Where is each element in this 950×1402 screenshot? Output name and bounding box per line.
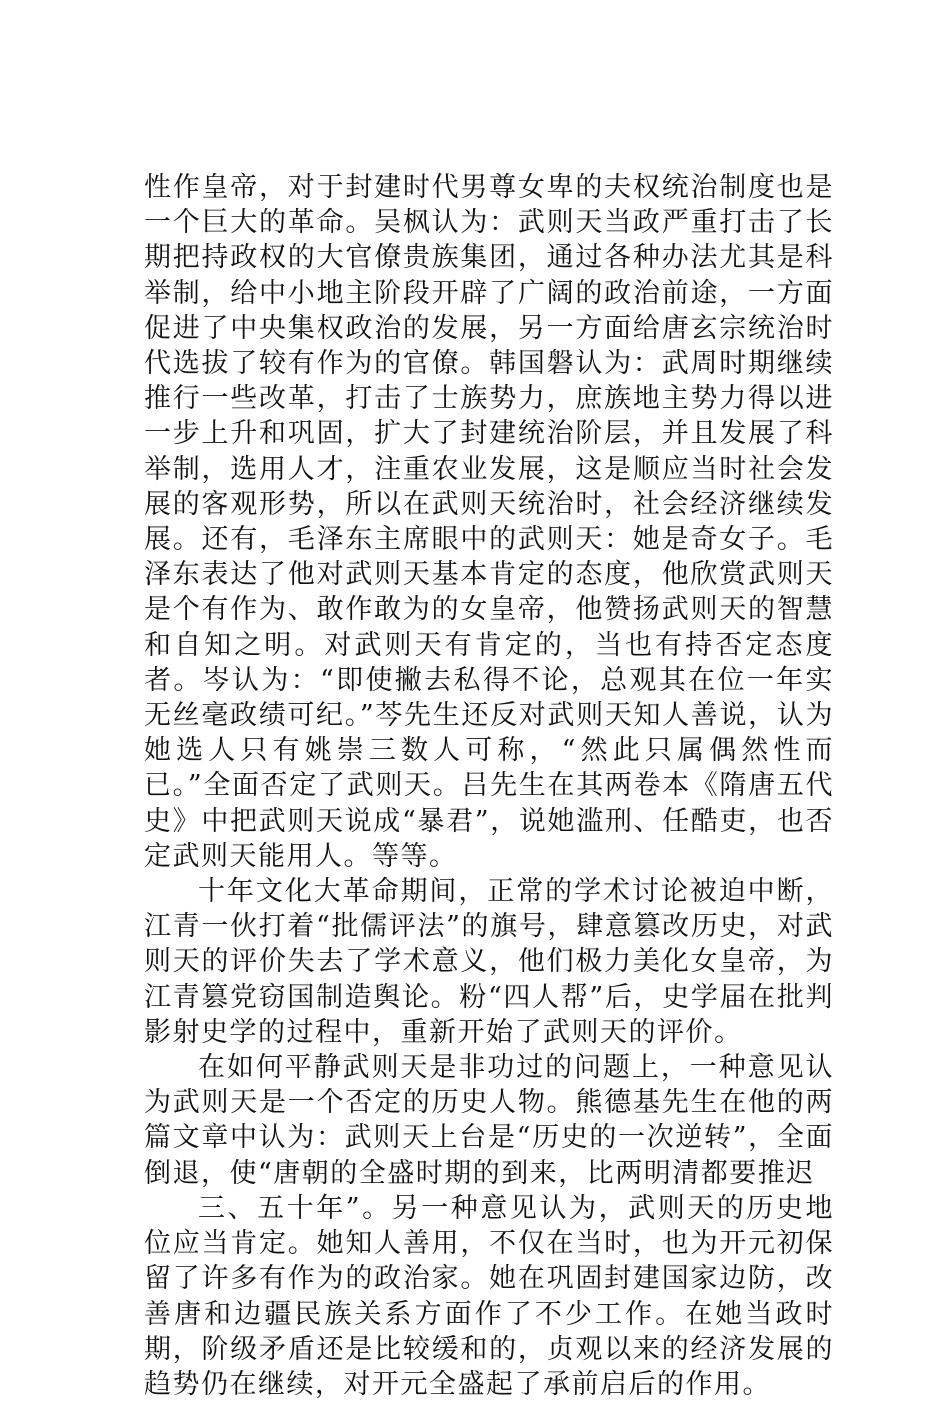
document-body bbox=[144, 170, 834, 1402]
paragraph-3: 在如何平静武则天是非功过的问题上，一种意见认为武则天是一个否定的历史人物。熊德基先生在他的两篇文章中认为：武则天上台是“历史的一次逆转”，全面倒退，使“唐朝的全盛时期的到来，比两明清都要推迟 bbox=[144, 1052, 834, 1189]
paragraph-2: 十年文化大革命期间，正常的学术讨论被迫中断，江青一伙打着“批儒评法”的旗号，肆意篡改历史，对武则天的评价失去了学术意义，他们极力美化女皇帝，为江青篡党窃国制造舆论。粉“四人帮”后，史学届在批判影射史学的过程中，重新开始了武则天的评价。 bbox=[144, 876, 834, 1048]
paragraph-1: 性作皇帝，对于封建时代男尊女卑的夫权统治制度也是一个巨大的革命。吴枫认为：武则天当政严重打击了长期把持政权的大官僚贵族集团，通过各种办法尤其是科举制，给中小地主阶段开辟了广阔的政治前途，一方面促进了中央集权政治的发展，另一方面给唐玄宗统治时代选拔了较有作为的官僚。韩国磐认为：武周时期继续推行一些改革，打击了士族势力，庶族地主势力得以进一步上升和巩固，扩大了封建统治阶层，并且发展了科举制，选用人才，注重农业发展，这是顺应当时社会发展的客观形势，所以在武则天统治时，社会经济继续发展。还有，毛泽东主席眼中的武则天：她是奇女子。毛泽东表达了他对武则天基本肯定的态度，他欣赏武则天是个有作为、敢作敢为的女皇帝，他赞扬武则天的智慧和自知之明。对武则天有肯定的，当也有持否定态度者。岑认为：“即使撇去私得不论，总观其在位一年实无丝毫政绩可纪。”芩先生还反对武则天知人善说，认为她选人只有姚崇三数人可称，“然此只属偶然性而已。”全面否定了武则天。吕先生在其两卷本《隋唐五代史》中把武则天说成“暴君”，说她滥刑、任酷吏，也否定武则天能用人。等等。 bbox=[144, 172, 834, 872]
paragraph-4: 三、五十年”。另一种意见认为，武则天的历史地位应当肯定。她知人善用，不仅在当时，也为开元初保留了许多有作为的政治家。她在巩固封建国家边防，改善唐和边疆民族关系方面作了不少工作。在她当政时期，阶级矛盾还是比较缓和的，贞观以来的经济发展的趋势仍在继续，对开元全盛起了承前启后的作用。 bbox=[144, 1192, 834, 1400]
